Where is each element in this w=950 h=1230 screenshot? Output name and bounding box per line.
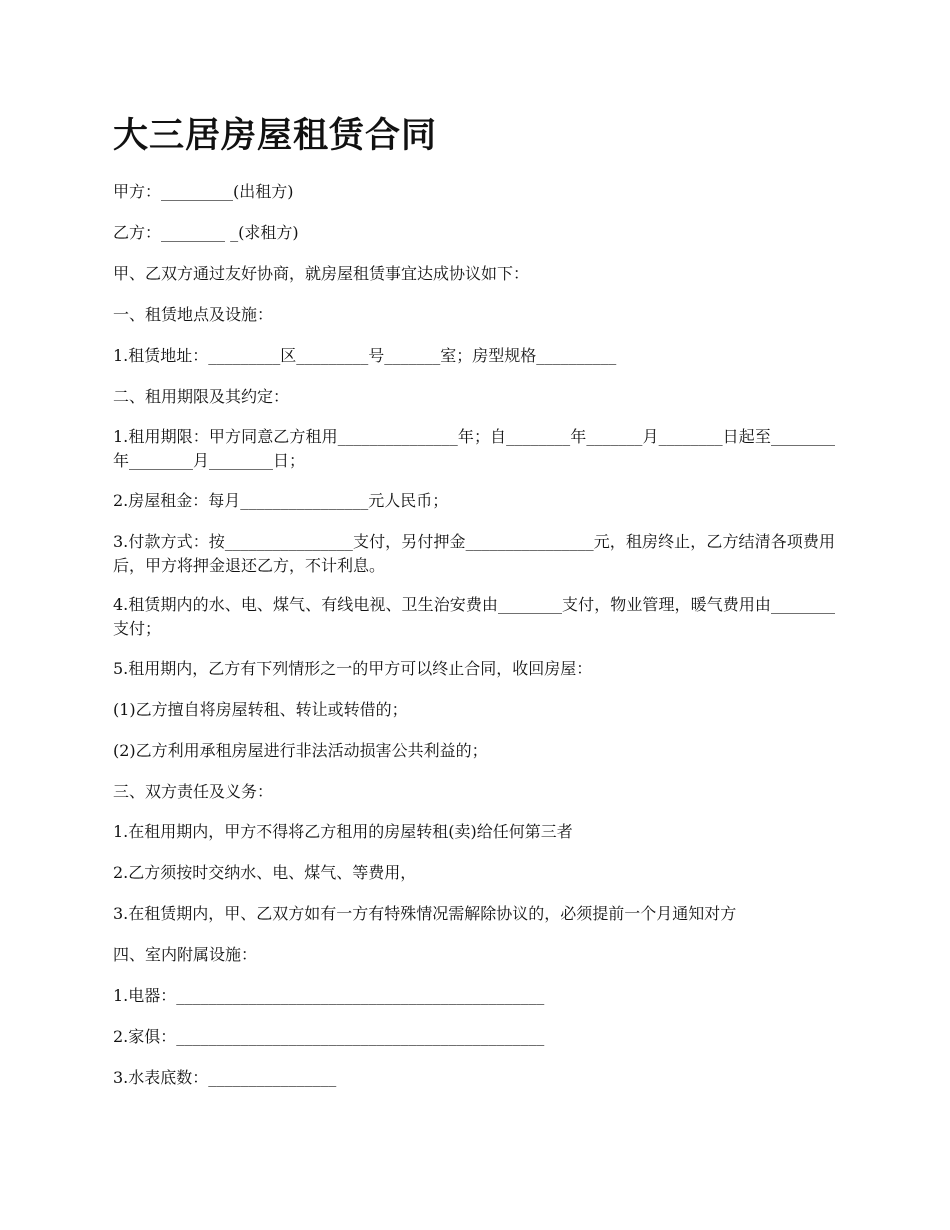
section-heading-duties: 三、双方责任及义务：: [113, 782, 274, 801]
termination-item-1: (1)乙方擅自将房屋转租、转让或转借的；: [113, 700, 408, 719]
duty-3: 3.在租赁期内，甲、乙双方如有一方有特殊情况需解除协议的，必须提前一个月通知对方: [113, 904, 737, 923]
clause-payment: 3.付款方式：按________________支付，另付押金________________元，租房终止，乙方结清各项费用后，甲方将押金退还乙方，不计利息。: [113, 532, 835, 575]
party-a-line: 甲方：_________(出租方): [113, 182, 294, 201]
termination-item-2: (2)乙方利用承租房屋进行非法活动损害公共利益的；: [113, 741, 488, 760]
duty-1: 1.在租用期内，甲方不得将乙方租用的房屋转租(卖)给任何第三者: [113, 822, 573, 841]
section-heading-location: 一、租赁地点及设施：: [113, 305, 274, 324]
clause-utilities: 4.租赁期内的水、电、煤气、有线电视、卫生治安费由________支付，物业管理，暖气费用由________支付；: [113, 595, 835, 638]
party-b-line: 乙方：________ _(求租方): [113, 223, 299, 242]
duty-2: 2.乙方须按时交纳水、电、煤气、等费用，: [113, 863, 417, 882]
facility-appliances: 1.电器：______________________________________________: [113, 986, 545, 1005]
section-heading-facilities: 四、室内附属设施：: [113, 945, 258, 964]
section-heading-term: 二、租用期限及其约定：: [113, 387, 290, 406]
clause-term: 1.租用期限：甲方同意乙方租用_______________年；自________年_______月________日起至________年________月________日；: [113, 427, 835, 470]
clause-termination: 5.租用期内，乙方有下列情形之一的甲方可以终止合同，收回房屋：: [113, 659, 593, 678]
facility-furniture: 2.家俱：______________________________________________: [113, 1027, 545, 1046]
agreement-intro: 甲、乙双方通过友好协商，就房屋租赁事宜达成协议如下：: [113, 264, 530, 283]
document-title: 大三居房屋租赁合同: [113, 115, 438, 156]
clause-address: 1.租赁地址：_________区_________号_______室；房型规格__________: [113, 346, 617, 365]
facility-water-meter: 3.水表底数：________________: [113, 1068, 337, 1087]
clause-rent: 2.房屋租金：每月________________元人民币；: [113, 491, 449, 510]
